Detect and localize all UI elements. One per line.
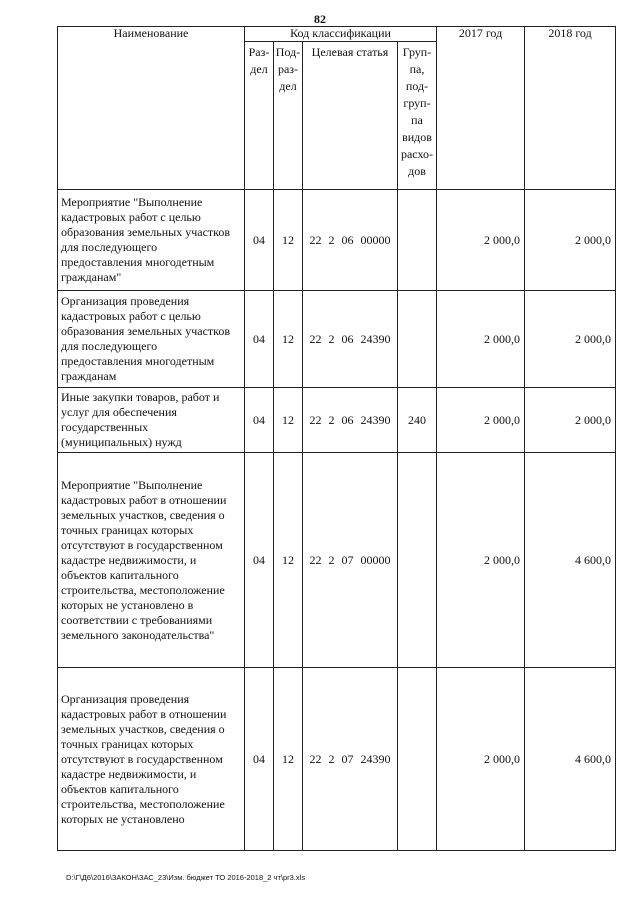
table-row [58, 453, 616, 668]
header-classification: Код классификации [245, 27, 437, 42]
header-year-2018: 2018 год [525, 27, 616, 190]
row-subsection: 12 [274, 453, 303, 668]
table-row [58, 190, 616, 291]
row-2017: 2 000,0 [437, 388, 525, 453]
row-target: 22 2 06 24390 [303, 291, 398, 388]
row-name: Иные закупки товаров, работ и услуг для обеспечения государственных (муниципальных) нужд [58, 388, 245, 453]
table-row [58, 668, 616, 851]
row-2017: 2 000,0 [437, 291, 525, 388]
row-name: Мероприятие "Выполнение кадастровых работ с целью образования земельных участков для последующего предоставления многодетным гражданам" [58, 190, 245, 291]
row-group: 240 [398, 388, 437, 453]
header-target-article: Целевая статья [303, 42, 398, 190]
row-target: 22 2 07 00000 [303, 453, 398, 668]
row-section: 04 [245, 190, 274, 291]
header-year-2017: 2017 год [437, 27, 525, 190]
row-section: 04 [245, 668, 274, 851]
header-subsection: Под- раз- дел [274, 42, 303, 190]
row-2017: 2 000,0 [437, 668, 525, 851]
header-expense-group: Груп- па, под- груп- па видов расхо- дов [398, 42, 437, 190]
row-target: 22 2 06 00000 [303, 190, 398, 291]
row-name: Организация проведения кадастровых работ в отношении земельных участков, сведения о точных границах которых отсутствуют в государственном кадастре недвижимости, и объектов капитального строительства, местоположение которых не установлено [58, 668, 245, 851]
row-subsection: 12 [274, 190, 303, 291]
budget-table [57, 26, 616, 851]
header-row-top [58, 27, 616, 42]
row-2018: 4 600,0 [525, 453, 616, 668]
row-target: 22 2 06 24390 [303, 388, 398, 453]
row-2017: 2 000,0 [437, 190, 525, 291]
header-name: Наименование [58, 27, 245, 190]
row-2017: 2 000,0 [437, 453, 525, 668]
file-path-footer: D:\Г\Д6\2016\ЗАКОН\ЗАС_23\Изм. бюджет ТО 2016-2018_2 чт\pr3.xls [66, 873, 306, 882]
row-subsection: 12 [274, 291, 303, 388]
row-2018: 2 000,0 [525, 190, 616, 291]
table-row [58, 388, 616, 453]
row-section: 04 [245, 453, 274, 668]
table-row [58, 291, 616, 388]
row-name: Организация проведения кадастровых работ с целью образования земельных участков для последующего предоставления многодетным гражданам [58, 291, 245, 388]
page-number: 82 [314, 12, 326, 26]
row-section: 04 [245, 388, 274, 453]
row-target: 22 2 07 24390 [303, 668, 398, 851]
row-section: 04 [245, 291, 274, 388]
row-subsection: 12 [274, 668, 303, 851]
row-group [398, 668, 437, 851]
row-group [398, 453, 437, 668]
header-section: Раз- дел [245, 42, 274, 190]
row-2018: 2 000,0 [525, 388, 616, 453]
row-subsection: 12 [274, 388, 303, 453]
row-2018: 4 600,0 [525, 668, 616, 851]
row-2018: 2 000,0 [525, 291, 616, 388]
row-group [398, 291, 437, 388]
row-group [398, 190, 437, 291]
row-name: Мероприятие "Выполнение кадастровых работ в отношении земельных участков, сведения о точных границах которых отсутствуют в государственном кадастре недвижимости, и объектов капитального строительства, местоположение которых не установлено в соответствии с требованиями земельного законодательства" [58, 453, 245, 668]
